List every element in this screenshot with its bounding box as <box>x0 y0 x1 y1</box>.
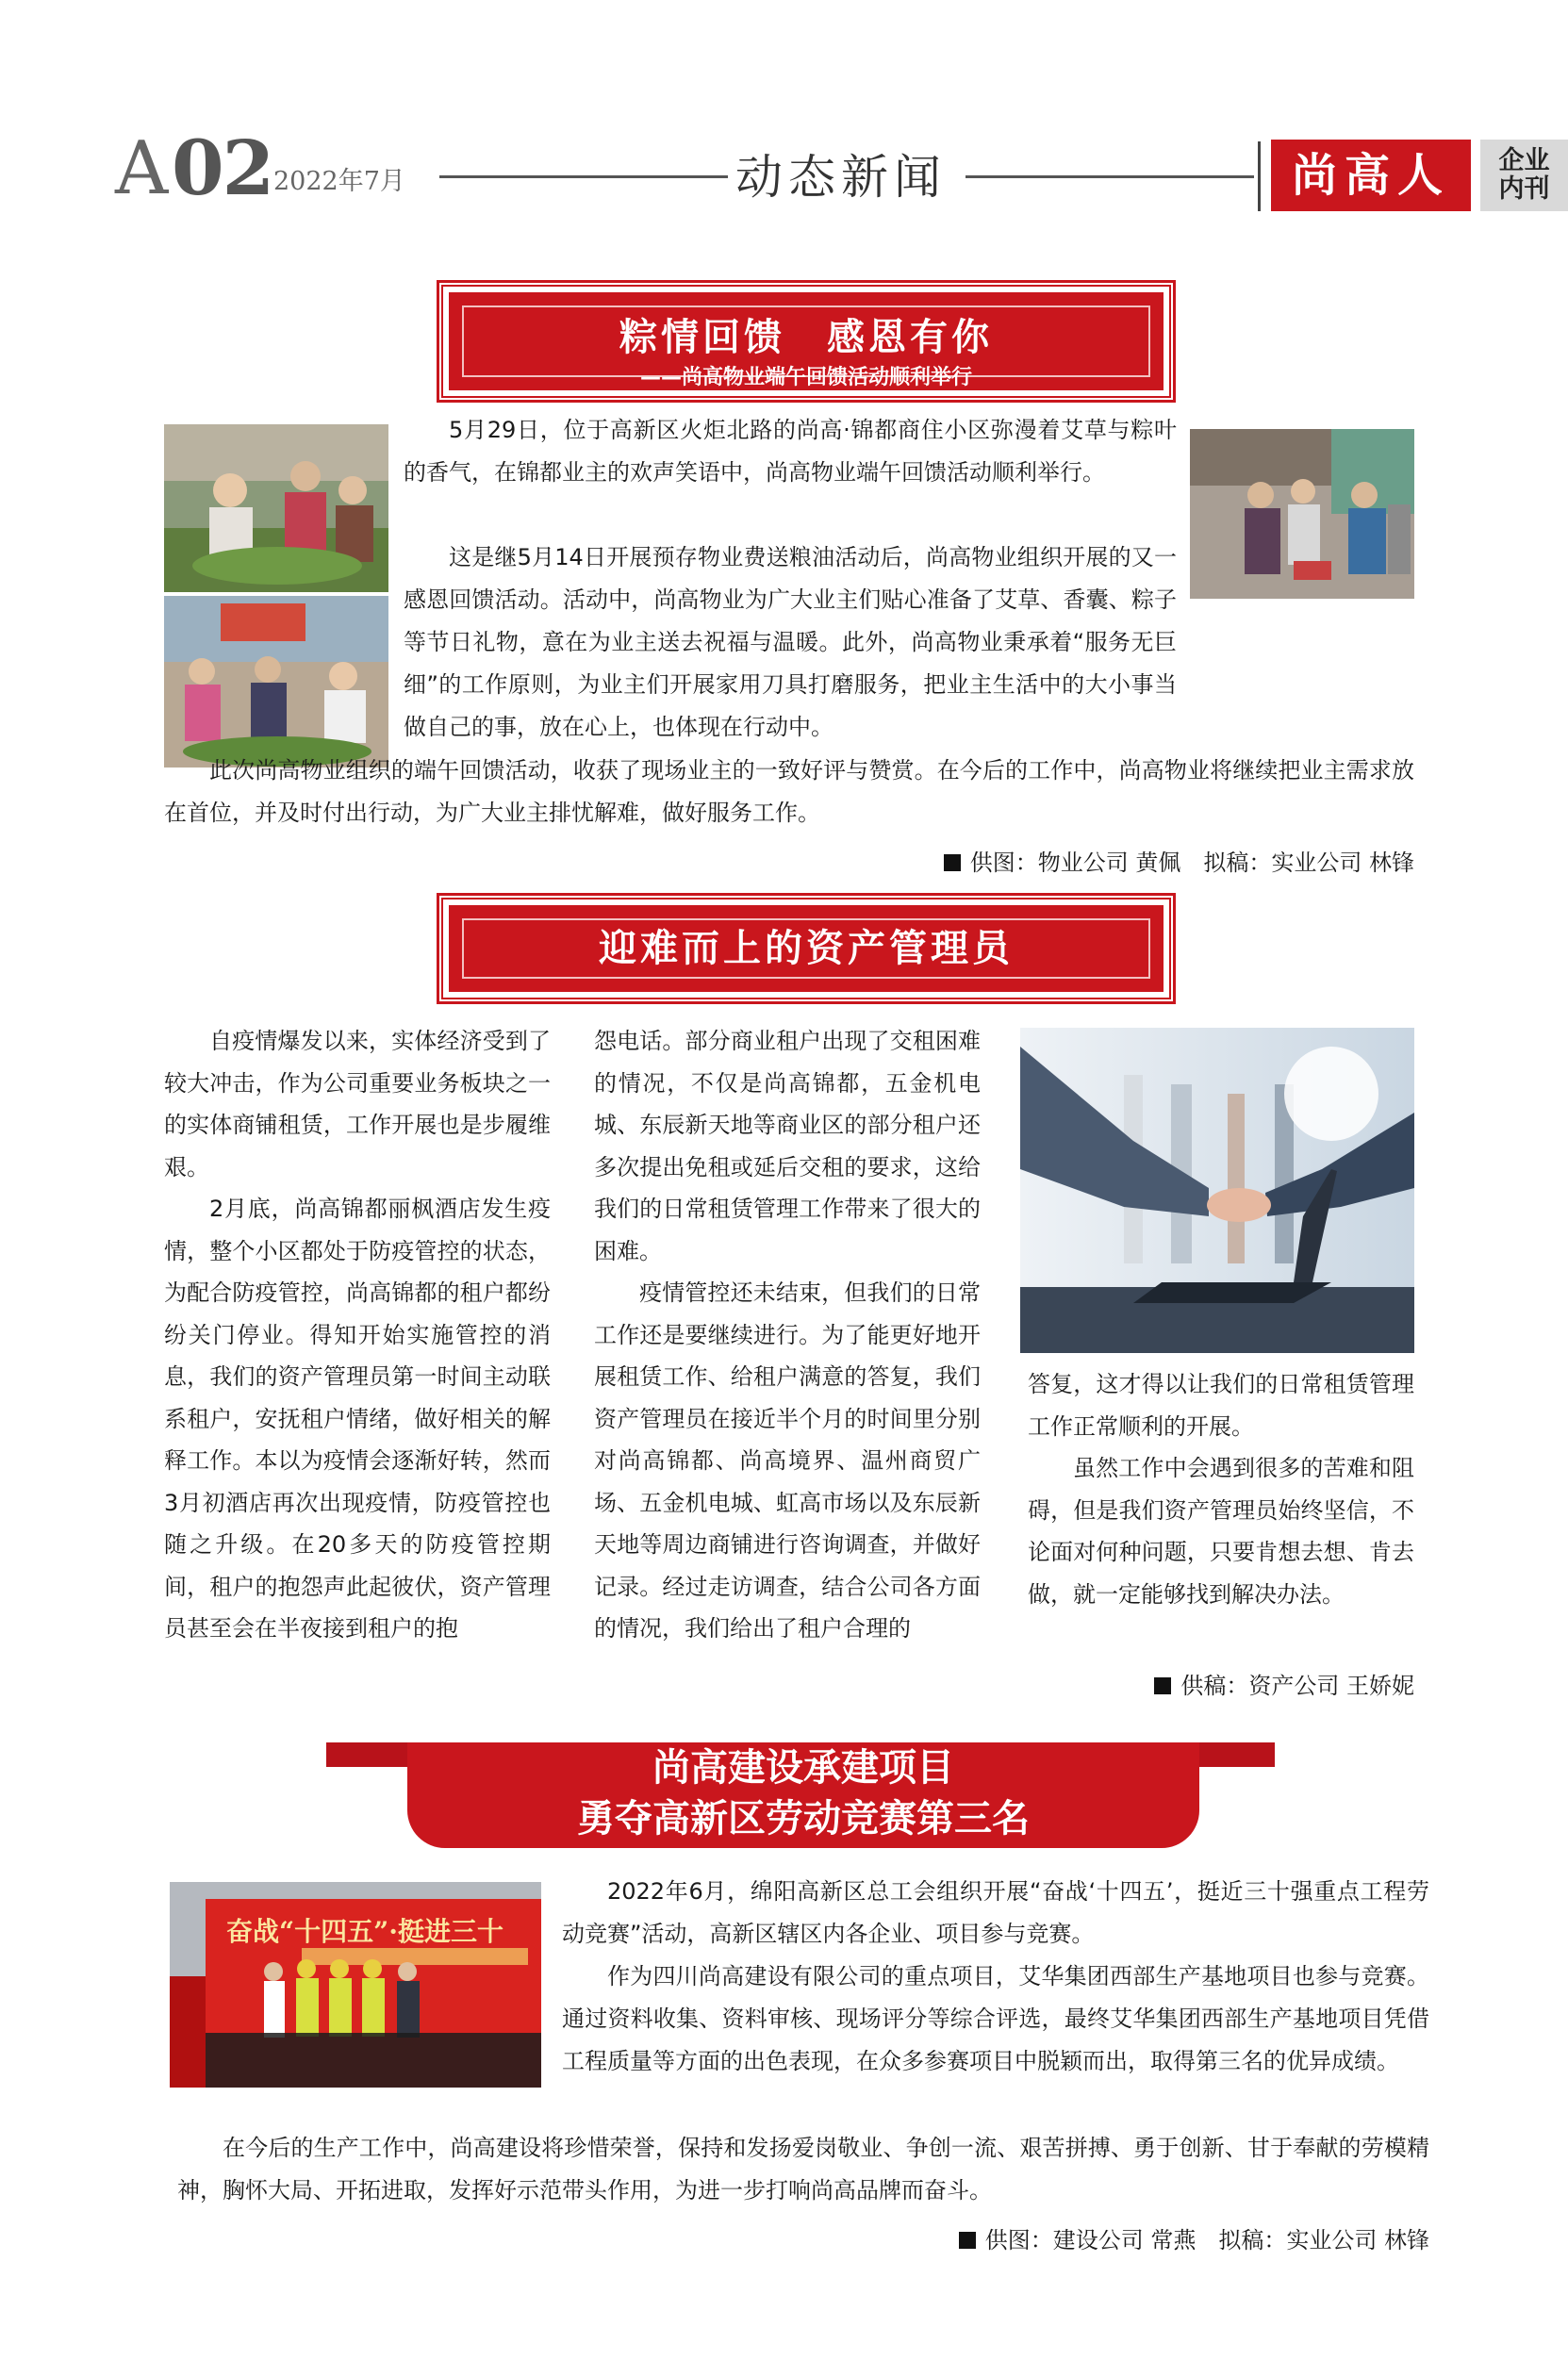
article1-title: 粽情回馈 感恩有你 <box>619 315 993 359</box>
page-letter: A <box>115 126 169 211</box>
credit-square-icon <box>1154 1677 1171 1694</box>
page-number: 02 <box>172 124 273 212</box>
article2-credit <box>1154 1667 1414 1700</box>
article3-paragraph-2: 作为四川尚高建设有限公司的重点项目，艾华集团西部生产基地项目也参与竞赛。通过资料收集、资料审核、现场评分等综合评选，最终艾华集团西部生产基地项目凭借工程质量等方面的出色表现，在众多参赛项目中脱颖而出，取得第三名的优异成绩。 <box>562 1963 1429 2074</box>
photo-award-ceremony <box>170 1882 541 2088</box>
article1-credit <box>944 844 1414 877</box>
article1-paragraph-3: 此次尚高物业组织的端午回馈活动，收获了现场业主的一致好评与赞赏。在今后的工作中，尚高物业将继续把业主需求放在首位，并及时付出行动，为广大业主排忧解难，做好服务工作。 <box>164 757 1414 826</box>
award-backdrop-text: 奋战“十四五”·挺进三十 <box>226 1916 503 1947</box>
article3-credit <box>959 2221 1429 2254</box>
article3-body-top <box>562 1871 1429 2083</box>
article1-credit-text: 供图：物业公司 黄佩 拟稿：实业公司 林锋 <box>969 850 1414 876</box>
article3-ribbon-banner <box>407 1742 1199 1848</box>
publication-badge-line2: 内刊 <box>1498 174 1550 204</box>
article3-paragraph-3: 在今后的生产工作中，尚高建设将珍惜荣誉，保持和发扬爱岗敬业、争创一流、艰苦拼搏、勇于创新、甘于奉献的劳模精神，胸怀大局、开拓进取，发挥好示范带头作用，为进一步打响尚高品牌而奋斗。 <box>177 2135 1429 2204</box>
credit-square-icon <box>944 854 961 871</box>
article2-col3-paragraph-2: 虽然工作中会遇到很多的苦难和阻碍，但是我们资产管理员始终坚信，不论面对何种问题，只要肯想去想、肯去做，就一定能够找到解决办法。 <box>1028 1455 1414 1608</box>
article1-paragraph-1: 5月29日，位于高新区火炬北路的尚高·锦都商住小区弥漫着艾草与粽叶的香气，在锦都业主的欢声笑语中，尚高物业端午回馈活动顺利举行。 <box>404 417 1177 486</box>
article3-paragraph-1: 2022年6月，绵阳高新区总工会组织开展“奋战‘十四五’，挺近三十强重点工程劳动竞赛”活动，高新区辖区内各企业、项目参与竞赛。 <box>562 1878 1429 1947</box>
article1-body-mid <box>404 536 1414 749</box>
article2-col3-paragraph-1: 答复，这才得以让我们的日常租赁管理工作正常顺利的开展。 <box>1028 1371 1414 1440</box>
article1-paragraph-2: 这是继5月14日开展预存物业费送粮油活动后，尚高物业组织开展的又一感恩回馈活动。活动中，尚高物业为广大业主们贴心准备了艾草、香囊、粽子等节日礼物，意在为业主送去祝福与温暖。此外，尚高物业秉承着“服务无巨细”的工作原则，为业主们开展家用刀具打磨服务，把业主生活中的大小事当做自己的事，放在心上，也体现在行动中。 <box>404 544 1177 740</box>
header-rule-right <box>966 175 1254 178</box>
article2-title: 迎难而上的资产管理员 <box>599 926 1014 970</box>
article2-banner <box>449 905 1164 992</box>
publication-badge <box>1480 140 1568 211</box>
article2-col2-paragraph-2: 疫情管控还未结束，但我们的日常工作还是要继续进行。为了能更好地开展租赁工作、给租户满意的答复，我们资产管理员在接近半个月的时间里分别对尚高锦都、尚高境界、温州商贸广场、五金机电城、虹高市场以及东辰新天地等周边商铺进行咨询调查，并做好记录。经过走访调查，结合公司各方面的情况，我们给出了租户合理的 <box>594 1279 981 1642</box>
article1-body-top <box>404 409 1177 494</box>
article1-banner <box>449 292 1164 390</box>
publication-badge-line1: 企业 <box>1498 146 1550 175</box>
photo-handshake <box>1020 1028 1414 1353</box>
article1-subtitle: ——尚高物业端午回馈活动顺利举行 <box>639 365 972 389</box>
brand-logo: 尚高人 <box>1271 140 1471 211</box>
photo-residents-gifts <box>164 424 388 592</box>
article2-column-1 <box>164 1020 551 1650</box>
article2-credit-text: 供稿：资产公司 王娇妮 <box>1180 1673 1414 1699</box>
article3-body-bottom <box>177 2127 1429 2212</box>
article1-body-bottom <box>164 750 1414 834</box>
article3-credit-text: 供图：建设公司 常燕 拟稿：实业公司 林锋 <box>984 2227 1429 2253</box>
article2-col2-paragraph-1: 怨电话。部分商业租户出现了交租困难的情况，不仅是尚高锦都，五金机电城、东辰新天地等商业区的部分租户还多次提出免租或延后交租的要求，这给我们的日常租赁管理工作带来了很大的困难。 <box>594 1028 981 1264</box>
credit-square-icon <box>959 2232 976 2249</box>
photo-knife-sharpening <box>164 596 388 768</box>
article2-column-3 <box>1028 1363 1414 1615</box>
article3-title-line2: 勇夺高新区劳动竞赛第三名 <box>577 1796 1030 1841</box>
article2-col1-paragraph-2: 2月底，尚高锦都丽枫酒店发生疫情，整个小区都处于防疫管控的状态，为配合防疫管控，尚高锦都的租户都纷纷关门停业。得知开始实施管控的消息，我们的资产管理员第一时间主动联系租户，安抚租户情绪，做好相关的解释工作。本以为疫情会逐渐好转，然而3月初酒店再次出现疫情，防疫管控也随之升级。在20多天的防疫管控期间，租户的抱怨声此起彼伏，资产管理员甚至会在半夜接到租户的抱 <box>164 1196 551 1642</box>
header-divider <box>1258 141 1261 211</box>
issue-date: 2022年7月 <box>273 167 405 196</box>
article2-column-2 <box>594 1020 981 1650</box>
section-title: 动态新闻 <box>735 150 947 205</box>
article2-col1-paragraph-1: 自疫情爆发以来，实体经济受到了较大冲击，作为公司重要业务板块之一的实体商铺租赁，工作开展也是步履维艰。 <box>164 1028 551 1180</box>
article3-title-line1: 尚高建设承建项目 <box>652 1745 954 1790</box>
ribbon-tail-left <box>326 1742 421 1767</box>
header-rule-left <box>439 175 728 178</box>
